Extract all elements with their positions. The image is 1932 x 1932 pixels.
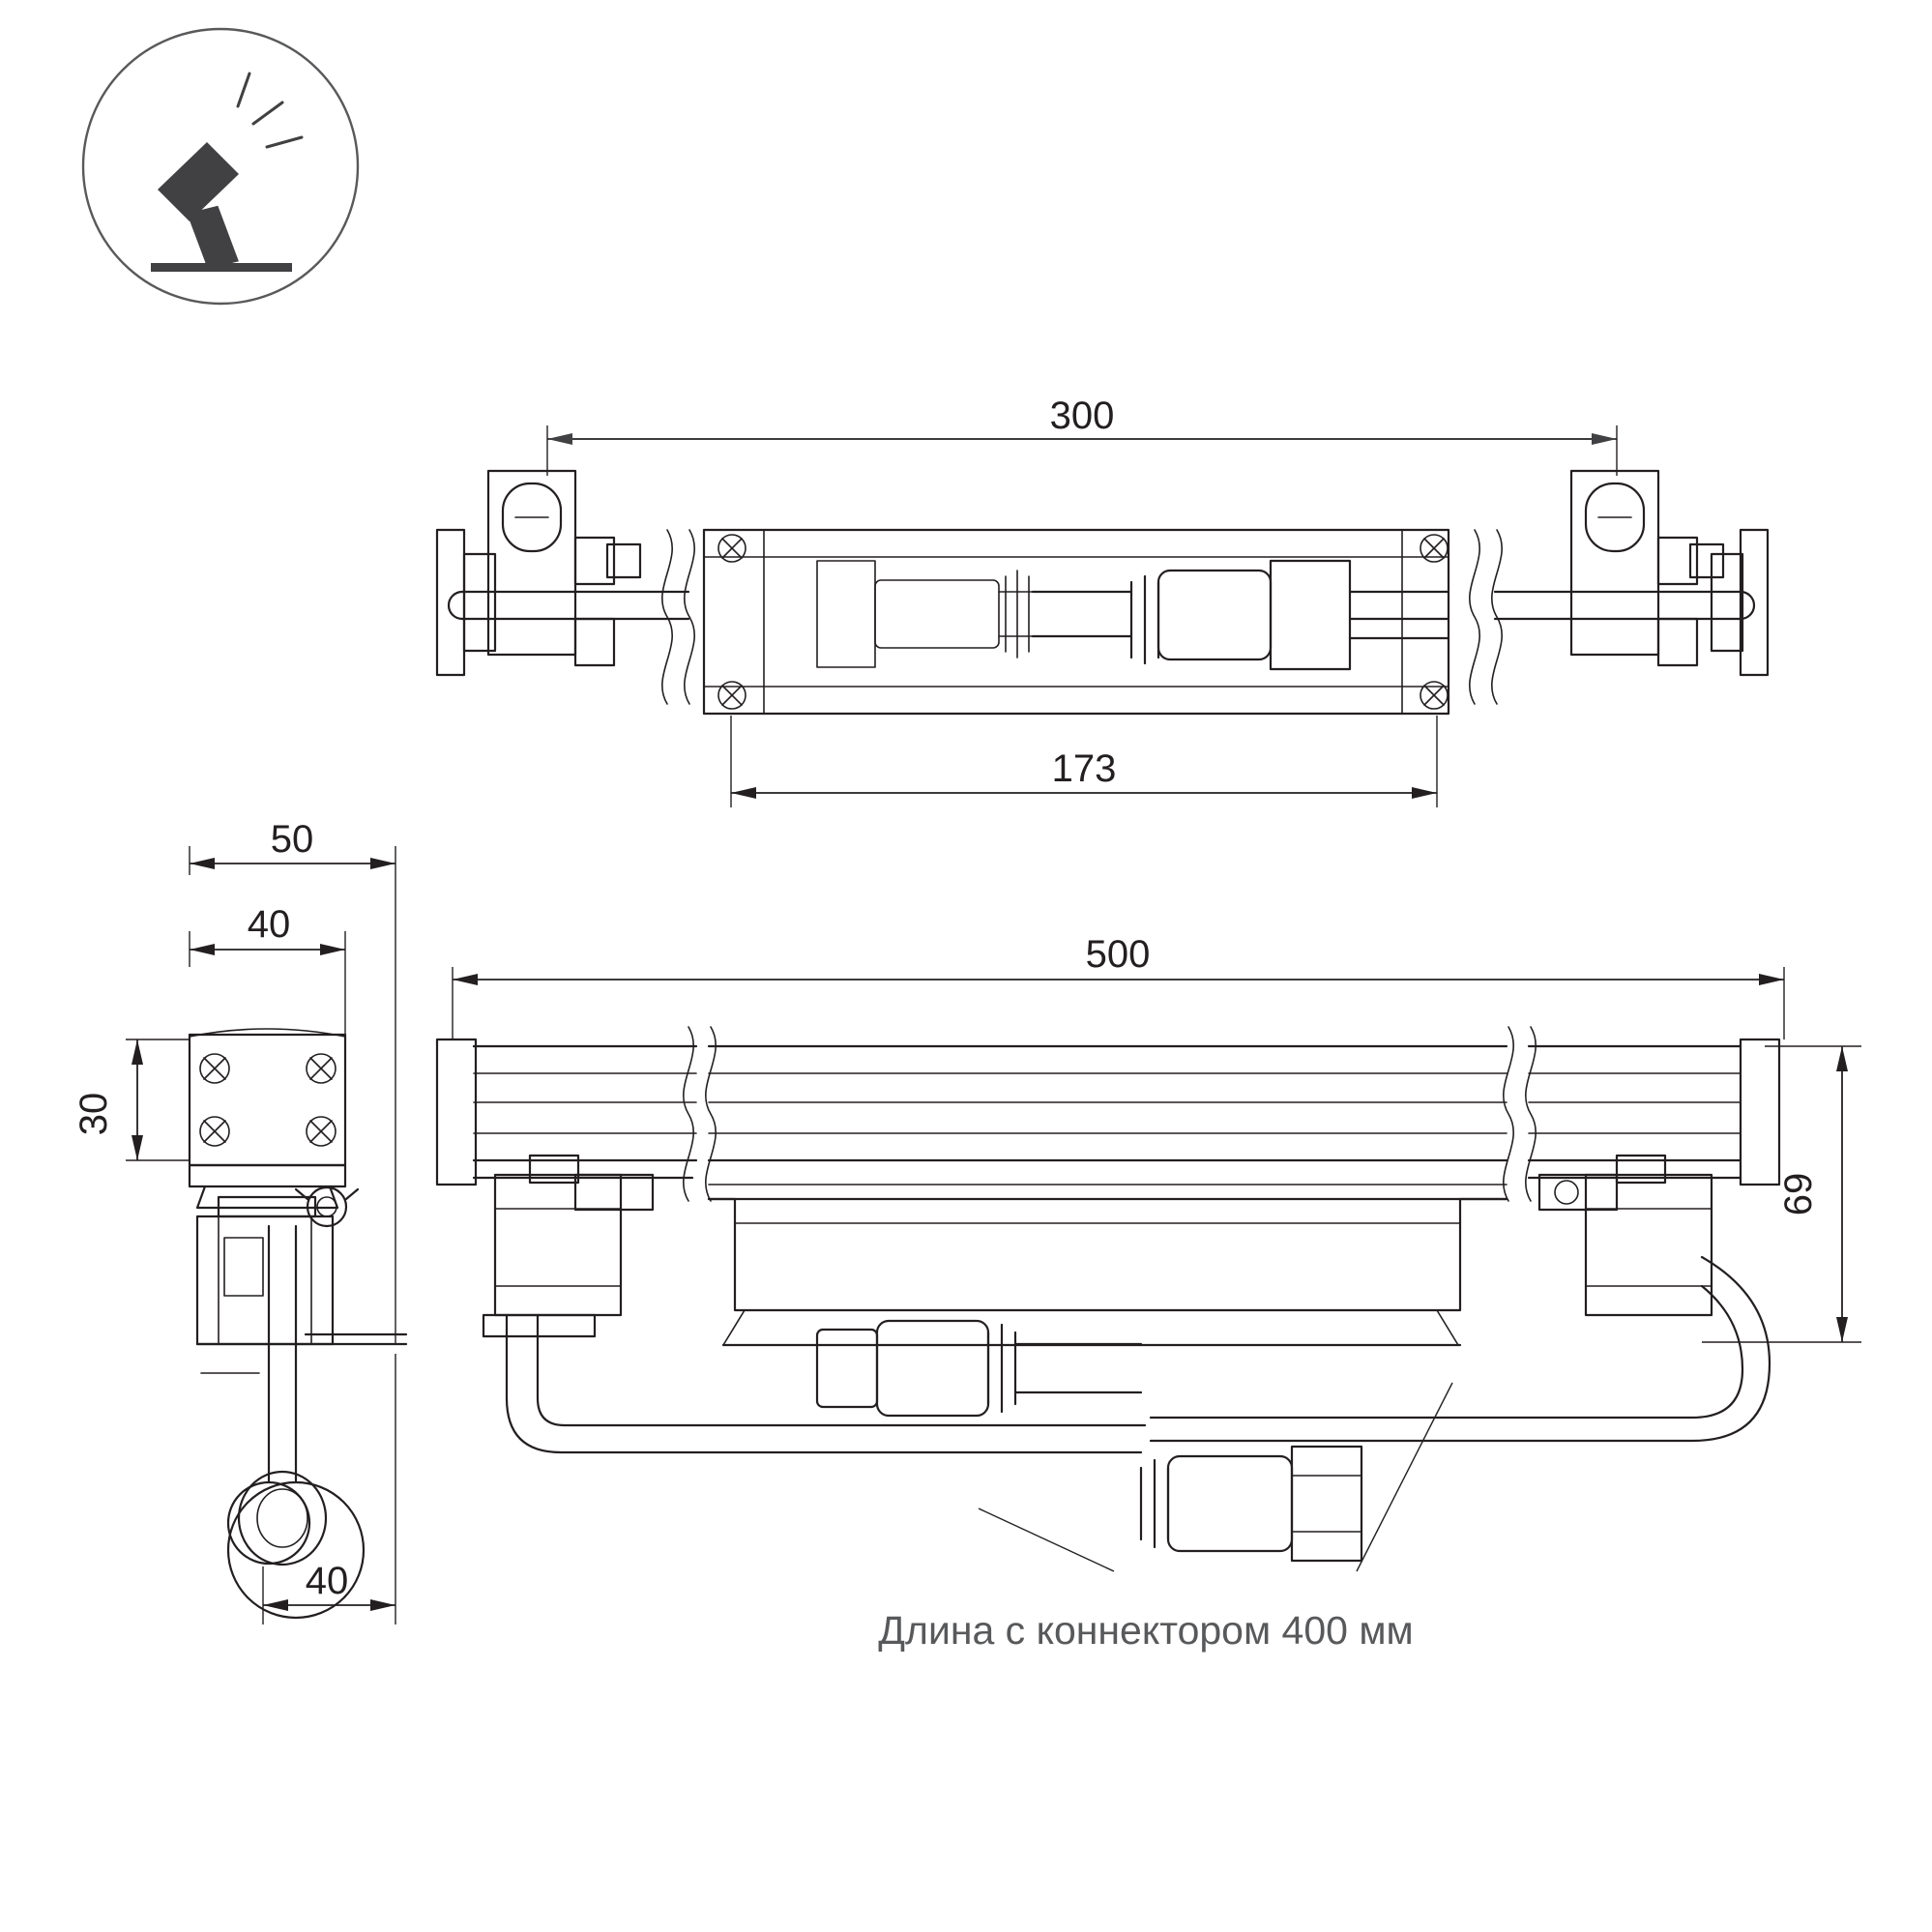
dimension-500-label: 500 xyxy=(1085,933,1151,976)
dimension-300-label: 300 xyxy=(1049,395,1115,437)
front-view xyxy=(437,933,1861,1653)
connector-end xyxy=(1141,1447,1361,1561)
dimension-173-label: 173 xyxy=(1051,747,1117,790)
side-view xyxy=(73,818,406,1625)
dimension-300 xyxy=(547,395,1617,476)
front-view-body xyxy=(437,1027,1779,1571)
top-view xyxy=(437,395,1768,807)
dimension-500 xyxy=(453,933,1784,1039)
dimension-30-label: 30 xyxy=(73,1092,115,1136)
ground-spot-luminaire-icon xyxy=(83,29,358,304)
dimension-40-top xyxy=(190,903,345,1044)
cable-length-note: Длина с коннектором 400 мм xyxy=(878,1608,1414,1653)
side-view-body xyxy=(190,1029,406,1618)
dimension-40-bottom-label: 40 xyxy=(305,1560,349,1602)
connector-inline xyxy=(817,1321,1141,1416)
dimension-69 xyxy=(1702,1046,1861,1342)
dimension-50-label: 50 xyxy=(270,818,314,861)
top-view-body xyxy=(437,471,1768,714)
dimension-30 xyxy=(73,1039,190,1160)
dimension-40-top-label: 40 xyxy=(247,903,291,946)
dimension-69-label: 69 xyxy=(1777,1172,1820,1216)
dimension-173 xyxy=(731,716,1437,807)
